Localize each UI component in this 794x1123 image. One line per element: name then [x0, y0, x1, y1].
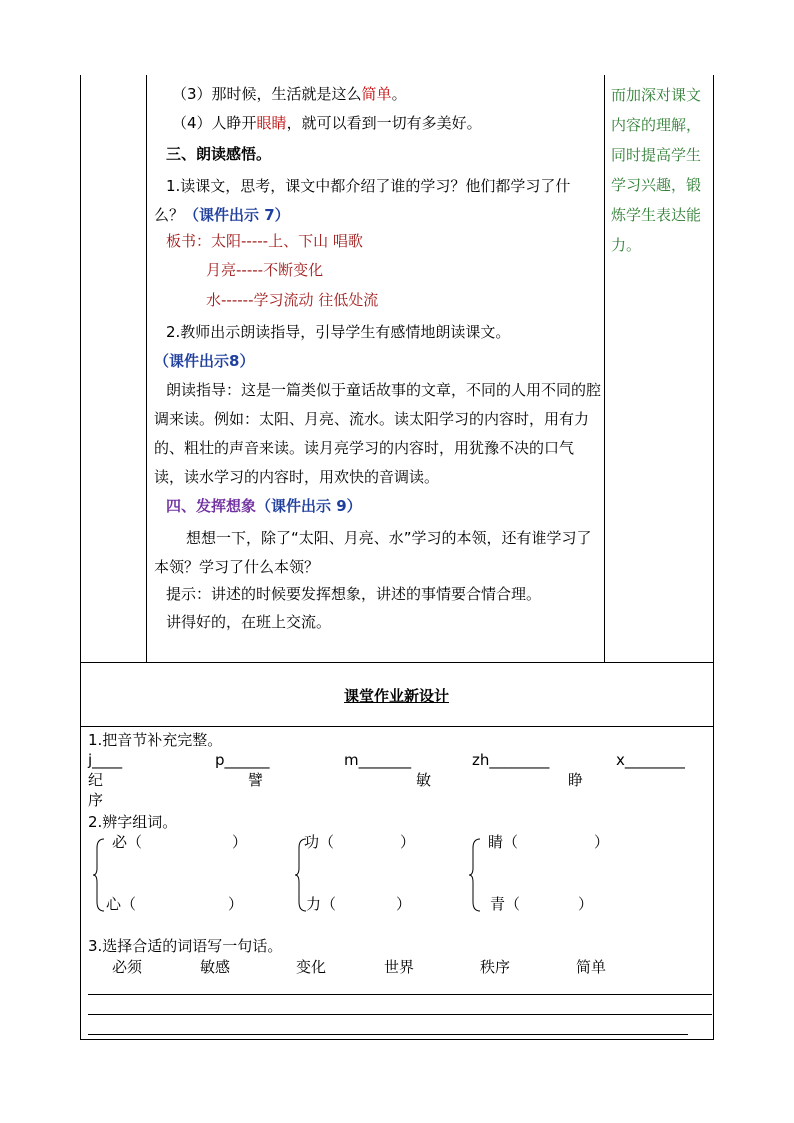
table-border-bottom [80, 1039, 714, 1040]
brace-1 [92, 838, 106, 912]
word-2: 敏感 [200, 958, 231, 976]
table-border-right [713, 75, 714, 1040]
pinyin-2: p______ [215, 751, 270, 769]
word-6: 简单 [576, 958, 607, 976]
hw-q3-title: 3.选择合适的词语写一句话。 [88, 937, 283, 955]
section3-title: 三、朗读感悟。 [166, 145, 272, 163]
group2-bottom: 力（ [306, 895, 337, 913]
question-2-text: 2.教师出示朗读指导，引导学生有感情地朗读课文。 [166, 323, 511, 341]
question-2 [154, 318, 602, 376]
word-4: 世界 [384, 958, 415, 976]
lesson-line-3-end: 。 [391, 85, 407, 103]
table-border-left [80, 75, 81, 1040]
group1-top: 必（ [112, 833, 143, 851]
courseware-badge-9: （课件出示 9） [256, 497, 362, 515]
group1-bottom: 心（ [106, 895, 137, 913]
group1-bottom-close: ） [228, 895, 244, 913]
imagine-prompt: 想想一下，除了“太阳、月亮、水”学习的本领，还有谁学习了本领？学习了什么本领？ [154, 529, 592, 576]
word-3: 变化 [296, 958, 327, 976]
pinyin-5: x________ [616, 751, 685, 769]
pinyin-4: zh________ [472, 751, 550, 769]
word-1: 必须 [112, 958, 143, 976]
hw-q1-title: 1.把音节补充完整。 [88, 731, 223, 749]
lesson-line-4-text: （4）人睁开 [172, 114, 257, 132]
keyword-eyes: 眼睛 [256, 114, 287, 132]
answer-line-1[interactable] [88, 994, 712, 995]
group3-bottom: 青（ [490, 895, 521, 913]
word-5: 秩序 [480, 958, 511, 976]
reading-guide: 朗读指导：这是一篇类似于童话故事的文章，不同的人用不同的腔调来读。例如：太阳、月亮、流水。读太阳学习的内容时，用有力的、粗壮的声音来读。读月亮学习的内容时，用犹豫不决的口气读，读水学习的内容时，用欢快的音调读。 [154, 381, 602, 486]
char-5: 序 [88, 791, 104, 809]
group3-top: 睛（ [488, 833, 519, 851]
char-2: 譬 [248, 771, 264, 789]
section4-title: 四、发挥想象 [166, 497, 257, 515]
courseware-badge-8: （课件出示8） [154, 352, 255, 370]
row-divider-1 [80, 662, 714, 663]
group2-top: 功（ [304, 833, 335, 851]
group3-bottom-close: ） [578, 895, 594, 913]
keyword-simple: 简单 [361, 85, 392, 103]
side-note: 而加深对课文内容的理解，同时提高学生学习兴趣，锻炼学生表达能力。 [611, 86, 702, 254]
share-text: 讲得好的，在班上交流。 [166, 613, 332, 631]
hw-q2-title: 2.辨字组词。 [88, 813, 178, 831]
board-line-2: 月亮-----不断变化 [206, 261, 324, 279]
answer-line-2[interactable] [88, 1014, 712, 1015]
group1-top-close: ） [232, 833, 248, 851]
homework-title: 课堂作业新设计 [344, 687, 450, 705]
question-1 [154, 172, 600, 230]
lesson-line-4-end: ，就可以看到一切有多美好。 [286, 114, 482, 132]
board-line-3: 水------学习流动 往低处流 [206, 291, 379, 309]
char-1: 纪 [88, 771, 104, 789]
lesson-line-3-text: （3）那时候，生活就是这么 [172, 85, 362, 103]
column-divider-1 [146, 75, 147, 662]
board-line-1: 太阳-----上、下山 唱歌 [211, 232, 363, 250]
char-3: 敏 [416, 771, 432, 789]
group2-bottom-close: ） [396, 895, 412, 913]
char-4: 睁 [568, 771, 584, 789]
lesson-line-3 [172, 84, 407, 104]
question-1-text: 1.读课文，思考，课文中都介绍了谁的学习？他们都学习了什么？ [154, 177, 571, 224]
brace-3 [468, 838, 482, 912]
group2-top-close: ） [400, 833, 416, 851]
board-label: 板书： [166, 232, 212, 250]
section4-heading [166, 496, 362, 516]
pinyin-1: j____ [88, 751, 123, 769]
column-divider-2 [604, 75, 605, 662]
row-divider-2 [80, 726, 714, 727]
lesson-line-4 [172, 113, 482, 133]
courseware-badge-7: （课件出示 7） [184, 206, 290, 224]
answer-line-3[interactable] [88, 1034, 688, 1035]
tip-text: 提示：讲述的时候要发挥想象，讲述的事情要合情合理。 [166, 585, 542, 603]
pinyin-3: m_______ [344, 751, 412, 769]
group3-top-close: ） [594, 833, 610, 851]
